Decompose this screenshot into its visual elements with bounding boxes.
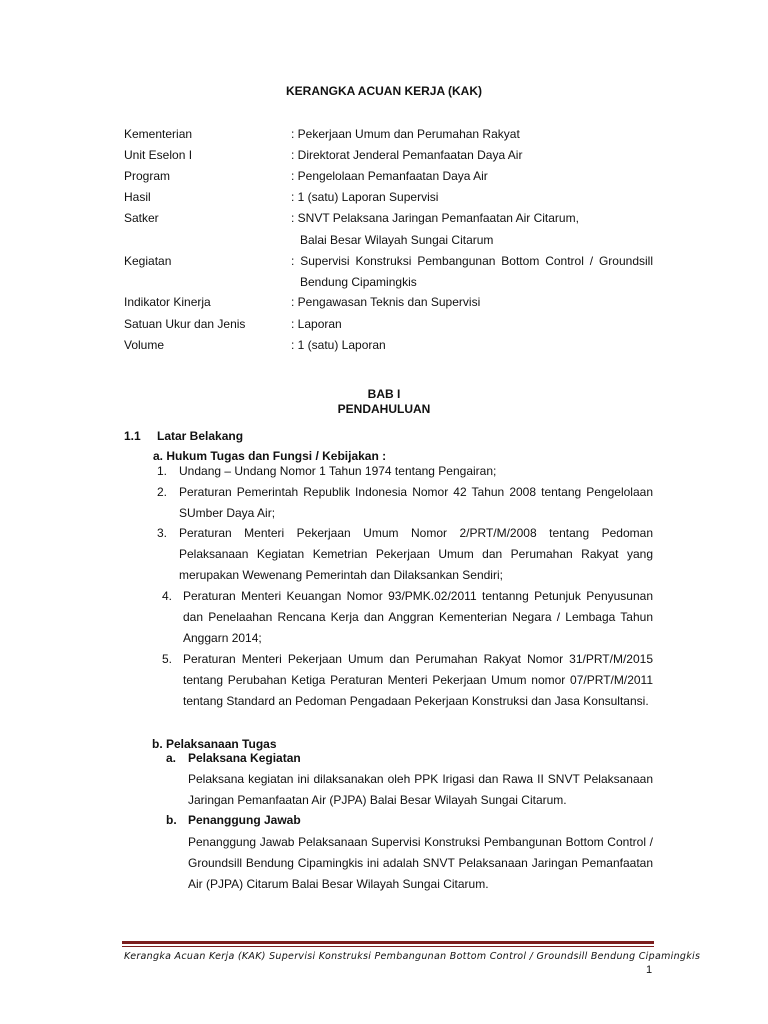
- meta-label: Satker: [124, 211, 159, 225]
- list-item-line: Peraturan Menteri Pekerjaan Umum dan Perumahan Rakyat Nomor 31/PRT/M/2015: [183, 652, 653, 666]
- section-title: Latar Belakang: [157, 429, 244, 443]
- list-item-line: SUmber Daya Air;: [179, 506, 276, 520]
- list-item-line: Peraturan Menteri Keuangan Nomor 93/PMK.02/2011 tentanng Petunjuk Penyusunan: [183, 589, 653, 603]
- list-item-line: dan Penelaahan Rencana Kerja dan Anggran Kementerian Negara / Lembaga Tahun: [183, 610, 653, 624]
- meta-value: : Supervisi Konstruksi Pembangunan Bottom Control / Groundsill: [291, 254, 653, 268]
- list-item-line: tentang Standard an Pedoman Pengadaan Pekerjaan Konstruksi dan Jasa Konsultansi.: [183, 694, 649, 708]
- subsection-item-label: a.: [166, 751, 177, 765]
- meta-label: Hasil: [124, 190, 151, 204]
- page-number: 1: [646, 964, 653, 976]
- meta-label: Kegiatan: [124, 254, 172, 268]
- meta-value: : Pengelolaan Pemanfaatan Daya Air: [291, 169, 488, 183]
- paragraph-line: Pelaksana kegiatan ini dilaksanakan oleh PPK Irigasi dan Rawa II SNVT Pelaksanaan: [188, 772, 653, 786]
- meta-value: : Pekerjaan Umum dan Perumahan Rakyat: [291, 127, 520, 141]
- meta-label: Volume: [124, 338, 165, 352]
- subsection-a-heading: a. Hukum Tugas dan Fungsi / Kebijakan :: [153, 449, 387, 463]
- subsection-item-title: Pelaksana Kegiatan: [188, 751, 301, 765]
- meta-label: Program: [124, 169, 171, 183]
- list-item-line: Anggarn 2014;: [183, 631, 262, 645]
- chapter-title: PENDAHULUAN: [337, 402, 431, 416]
- list-item-line: tentang Perubahan Ketiga Peraturan Menteri Pekerjaan Umum nomor 07/PRT/M/2011: [183, 673, 653, 687]
- meta-value-continued: Balai Besar Wilayah Sungai Citarum: [300, 233, 494, 247]
- section-number: 1.1: [124, 429, 141, 443]
- meta-label: Kementerian: [124, 127, 193, 141]
- subsection-item-label: b.: [166, 813, 177, 827]
- meta-label: Indikator Kinerja: [124, 295, 211, 309]
- subsection-b-heading: b. Pelaksanaan Tugas: [152, 737, 277, 751]
- list-item-line: merupakan Wewenang Pemerintah dan Dilaksankan Sendiri;: [179, 568, 503, 582]
- list-item-number: 3.: [157, 526, 168, 540]
- list-item-line: Peraturan Menteri Pekerjaan Umum Nomor 2/PRT/M/2008 tentang Pedoman: [179, 526, 653, 540]
- meta-value: : 1 (satu) Laporan Supervisi: [291, 190, 439, 204]
- paragraph-line: Penanggung Jawab Pelaksanaan Supervisi Konstruksi Pembangunan Bottom Control /: [188, 835, 653, 849]
- footer-rule: [122, 941, 654, 944]
- meta-value: : Laporan: [291, 317, 342, 331]
- list-item-number: 2.: [157, 485, 168, 499]
- paragraph-line: Jaringan Pemanfaatan Air (PJPA) Balai Besar Wilayah Sungai Citarum.: [188, 793, 567, 807]
- meta-value: : SNVT Pelaksana Jaringan Pemanfaatan Air Citarum,: [291, 211, 579, 225]
- meta-value-continued: Bendung Cipamingkis: [300, 275, 417, 289]
- list-item-line: Pelaksanaan Kegiatan Kemetrian Pekerjaan Umum dan Perumahan Rakyat yang: [179, 547, 653, 561]
- document-title: KERANGKA ACUAN KERJA (KAK): [286, 84, 482, 98]
- meta-value: : Direktorat Jenderal Pemanfaatan Daya Air: [291, 148, 523, 162]
- list-item-number: 5.: [162, 652, 173, 666]
- meta-label: Unit Eselon I: [124, 148, 193, 162]
- footer-text: Kerangka Acuan Kerja (KAK) Supervisi Konstruksi Pembangunan Bottom Control / Groundsill Bendung Cipamingkis: [124, 951, 701, 962]
- subsection-item-title: Penanggung Jawab: [188, 813, 301, 827]
- chapter-number: BAB I: [367, 387, 401, 401]
- footer-rule-thin: [122, 946, 654, 947]
- list-item-number: 4.: [162, 589, 173, 603]
- paragraph-line: Groundsill Bendung Cipamingkis ini adalah SNVT Pelaksanaan Jaringan Pemanfaatan: [188, 856, 653, 870]
- meta-value: : Pengawasan Teknis dan Supervisi: [291, 295, 481, 309]
- meta-value: : 1 (satu) Laporan: [291, 338, 386, 352]
- list-item-line: Peraturan Pemerintah Republik Indonesia Nomor 42 Tahun 2008 tentang Pengelolaan: [179, 485, 653, 499]
- list-item-number: 1.: [157, 464, 168, 478]
- meta-label: Satuan Ukur dan Jenis: [124, 317, 246, 331]
- paragraph-line: Air (PJPA) Citarum Balai Besar Wilayah Sungai Citarum.: [188, 877, 489, 891]
- list-item-line: Undang – Undang Nomor 1 Tahun 1974 tentang Pengairan;: [179, 464, 497, 478]
